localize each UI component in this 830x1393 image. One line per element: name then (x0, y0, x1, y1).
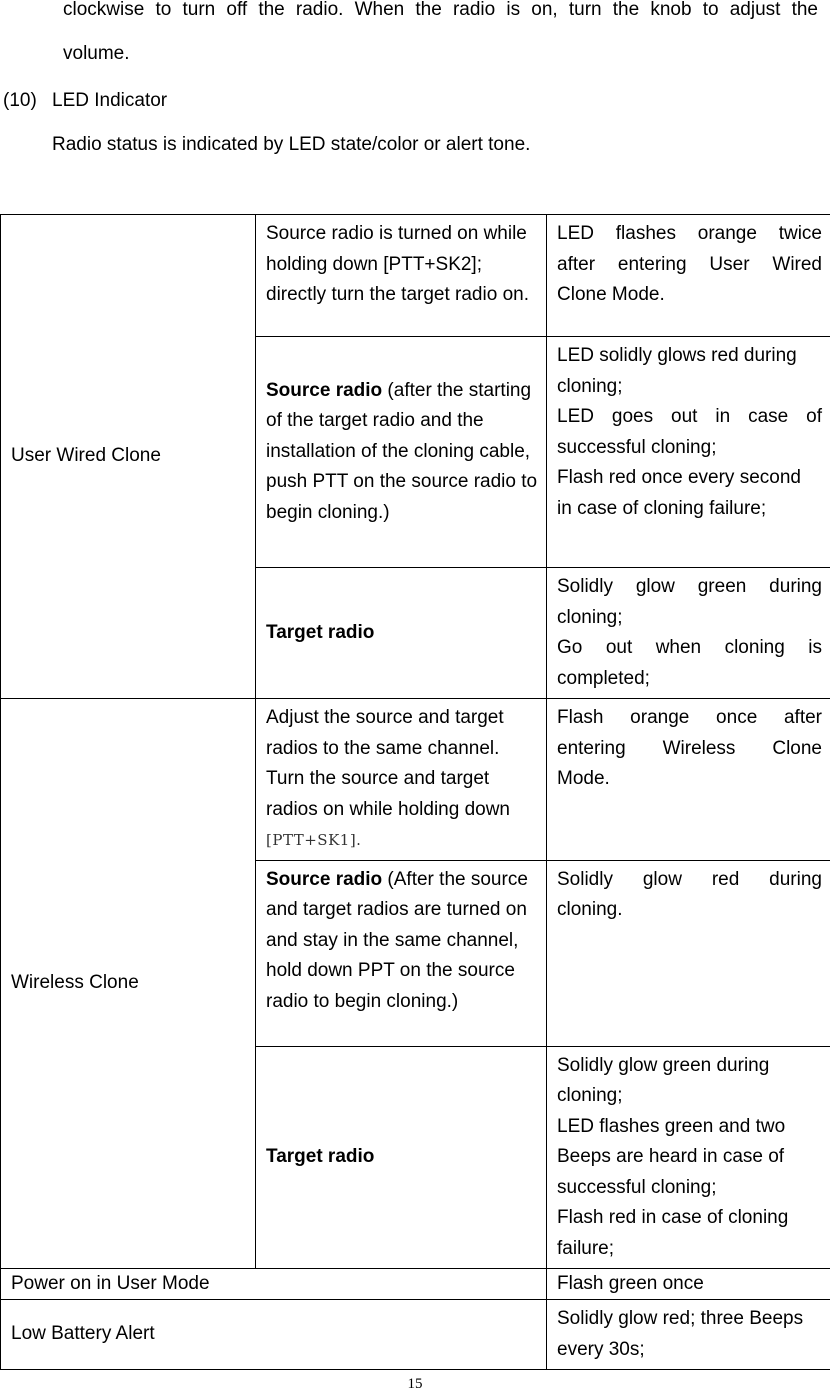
led-cell (547, 215, 830, 337)
led-indicator-table (0, 214, 830, 1370)
mode-user-wired-clone: User Wired Clone (1, 215, 256, 699)
led-text-line: Flash orange once after (557, 703, 822, 734)
condition-cell: Target radio (256, 568, 547, 699)
led-text-line: entering Wireless Clone (557, 734, 822, 765)
table-row (1, 1300, 830, 1370)
led-cell: Flash green once (547, 1269, 830, 1300)
mode-low-battery: Low Battery Alert (1, 1300, 547, 1370)
led-text-line: LED goes out in case of (557, 402, 822, 433)
condition-text: (After the source and target radios are turned on and stay in the same channel, hold down PPT on the source radio to begin cloning.) (266, 869, 528, 1012)
led-text-line: cloning; (557, 372, 822, 403)
led-cell (547, 699, 830, 861)
condition-cell: Target radio (256, 1046, 547, 1269)
led-text-line: completed; (557, 664, 822, 695)
led-cell (547, 1046, 830, 1269)
intro-line-2: volume. (63, 43, 130, 65)
led-text-line: Flash red once every second (557, 463, 822, 494)
condition-text: (after the starting of the target radio and the installation of the cloning cable, push PTT on the source radio to begin cloning.) (266, 380, 537, 523)
condition-keys: [PTT+SK1]. (266, 825, 538, 856)
section-heading: LED Indicator (52, 90, 167, 112)
led-text-line: cloning. (557, 895, 822, 926)
led-text-line: Solidly glow green during (557, 572, 822, 603)
led-cell (547, 1300, 830, 1370)
table-row (1, 699, 830, 861)
led-text-line: LED flashes green and two (557, 1112, 822, 1143)
condition-cell (256, 860, 547, 1046)
mode-power-on: Power on in User Mode (1, 1269, 547, 1300)
condition-cell (256, 699, 547, 861)
section-description: Radio status is indicated by LED state/color or alert tone. (52, 134, 530, 156)
led-text-line: Clone Mode. (557, 280, 822, 311)
led-cell (547, 337, 830, 568)
section-number: (10) (3, 90, 37, 112)
condition-bold-label: Source radio (266, 869, 382, 890)
intro-line-1: clockwise to turn off the radio. When the radio is on, turn the knob to adjust the (63, 0, 818, 21)
led-cell (547, 860, 830, 1046)
table-row (1, 1269, 830, 1300)
led-text-line: successful cloning; (557, 1173, 822, 1204)
led-text-line: LED solidly glows red during (557, 341, 822, 372)
led-text-line: in case of cloning failure; (557, 494, 822, 525)
led-text-line: Solidly glow red; three Beeps (557, 1304, 822, 1335)
led-text-line: Mode. (557, 764, 822, 795)
led-text-line: failure; (557, 1234, 822, 1265)
condition-cell (256, 337, 547, 568)
led-text-line: successful cloning; (557, 433, 822, 464)
led-cell (547, 568, 830, 699)
condition-bold-label: Source radio (266, 380, 382, 401)
led-text-line: cloning; (557, 1081, 822, 1112)
condition-text: Adjust the source and target radios to the same channel. Turn the source and target radios on while holding down (266, 707, 510, 820)
page-number: 15 (0, 1376, 830, 1393)
led-text-line: Solidly glow red during (557, 865, 822, 896)
led-text-line: Beeps are heard in case of (557, 1142, 822, 1173)
led-text-line: Solidly glow green during (557, 1051, 822, 1082)
led-text-line: LED flashes orange twice (557, 219, 822, 250)
led-text-line: after entering User Wired (557, 250, 822, 281)
led-text-line: Go out when cloning is (557, 633, 822, 664)
led-text-line: every 30s; (557, 1335, 822, 1366)
led-text-line: cloning; (557, 603, 822, 634)
table-row (1, 215, 830, 337)
led-text-line: Flash red in case of cloning (557, 1203, 822, 1234)
mode-wireless-clone: Wireless Clone (1, 699, 256, 1269)
condition-cell: Source radio is turned on while holding down [PTT+SK2]; directly turn the target radio on. (256, 215, 547, 337)
